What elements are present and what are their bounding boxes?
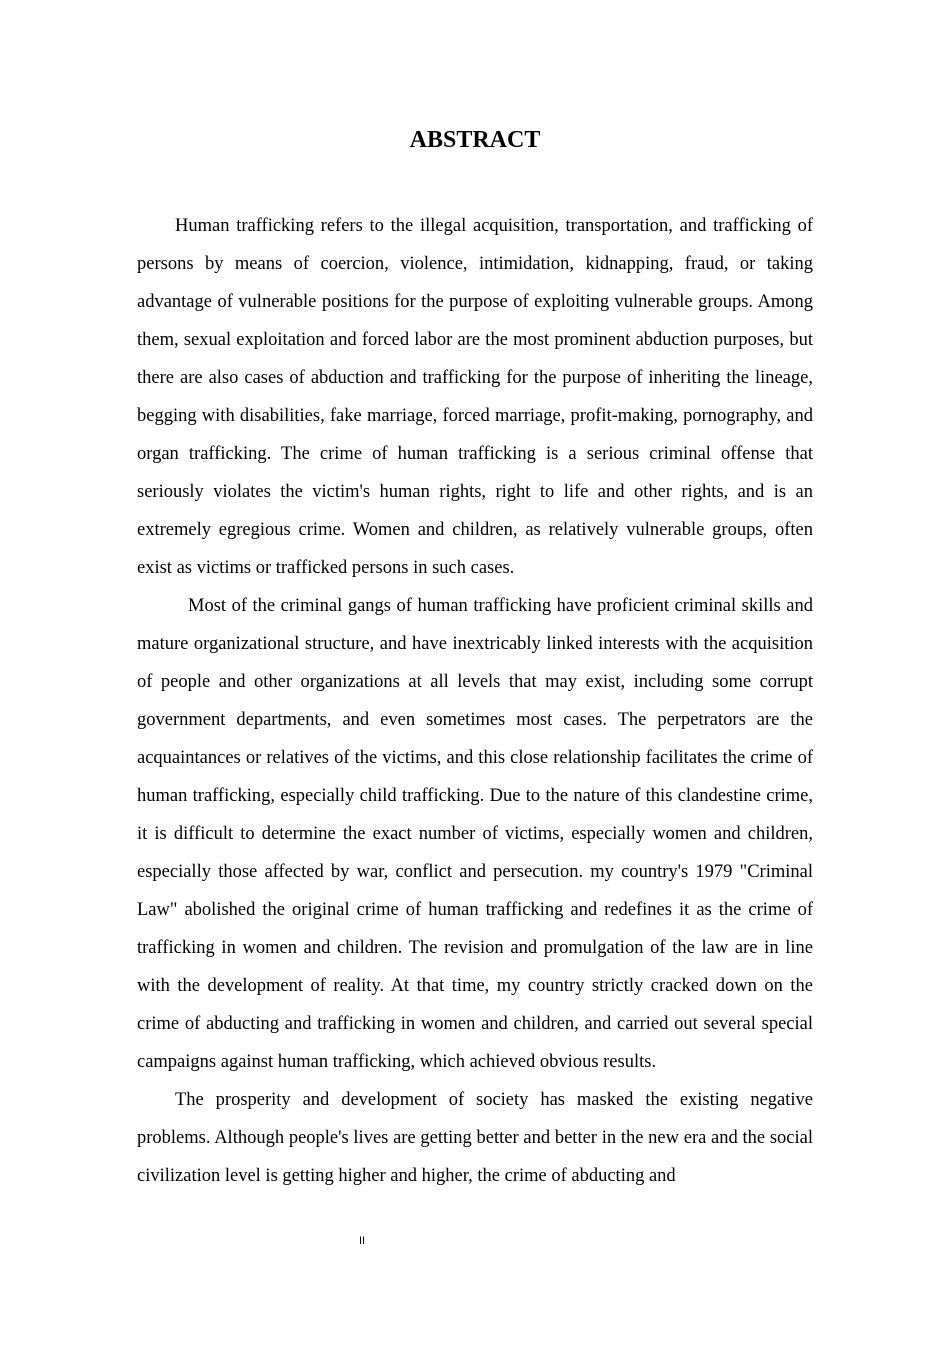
abstract-paragraph-2: Most of the criminal gangs of human trafficking have proficient criminal skills and mature organizational structure, and have inextricably linked interests with the acquisition of people and other organizations at all levels that may exist, including some corrupt government departments, and even sometimes most cases. The perpetrators are the acquaintances or relatives of the victims, and this close relationship facilitates the crime of human trafficking, especially child trafficking. Due to the nature of this clandestine crime, it is difficult to determine the exact number of victims, especially women and children, especially those affected by war, conflict and persecution. my country's 1979 "Criminal Law" abolished the original crime of human trafficking and redefines it as the crime of trafficking in women and children. The revision and promulgation of the law are in line with the development of reality. At that time, my country strictly cracked down on the crime of abducting and trafficking in women and children, and carried out several special campaigns against human trafficking, which achieved obvious results. — [137, 596, 813, 1072]
abstract-paragraph-3: The prosperity and development of society has masked the existing negative problems. Although people's lives are getting better and better in the new era and the social civilization level is getting higher and higher, the crime of abducting and — [137, 1090, 813, 1186]
abstract-paragraph-1: Human trafficking refers to the illegal acquisition, transportation, and trafficking of persons by means of coercion, violence, intimidation, kidnapping, fraud, or taking advantage of vulnerable positions for the purpose of exploiting vulnerable groups. Among them, sexual exploitation and forced labor are the most prominent abduction purposes, but there are also cases of abduction and trafficking for the purpose of inheriting the lineage, begging with disabilities, fake marriage, forced marriage, profit-making, pornography, and organ trafficking. The crime of human trafficking is a serious criminal offense that seriously violates the victim's human rights, right to life and other rights, and is an extremely egregious crime. Women and children, as relatively vulnerable groups, often exist as victims or trafficked persons in such cases. — [137, 216, 813, 578]
page-title: ABSTRACT — [409, 127, 541, 153]
page-number: II — [359, 1235, 366, 1247]
abstract-body — [137, 207, 813, 1195]
